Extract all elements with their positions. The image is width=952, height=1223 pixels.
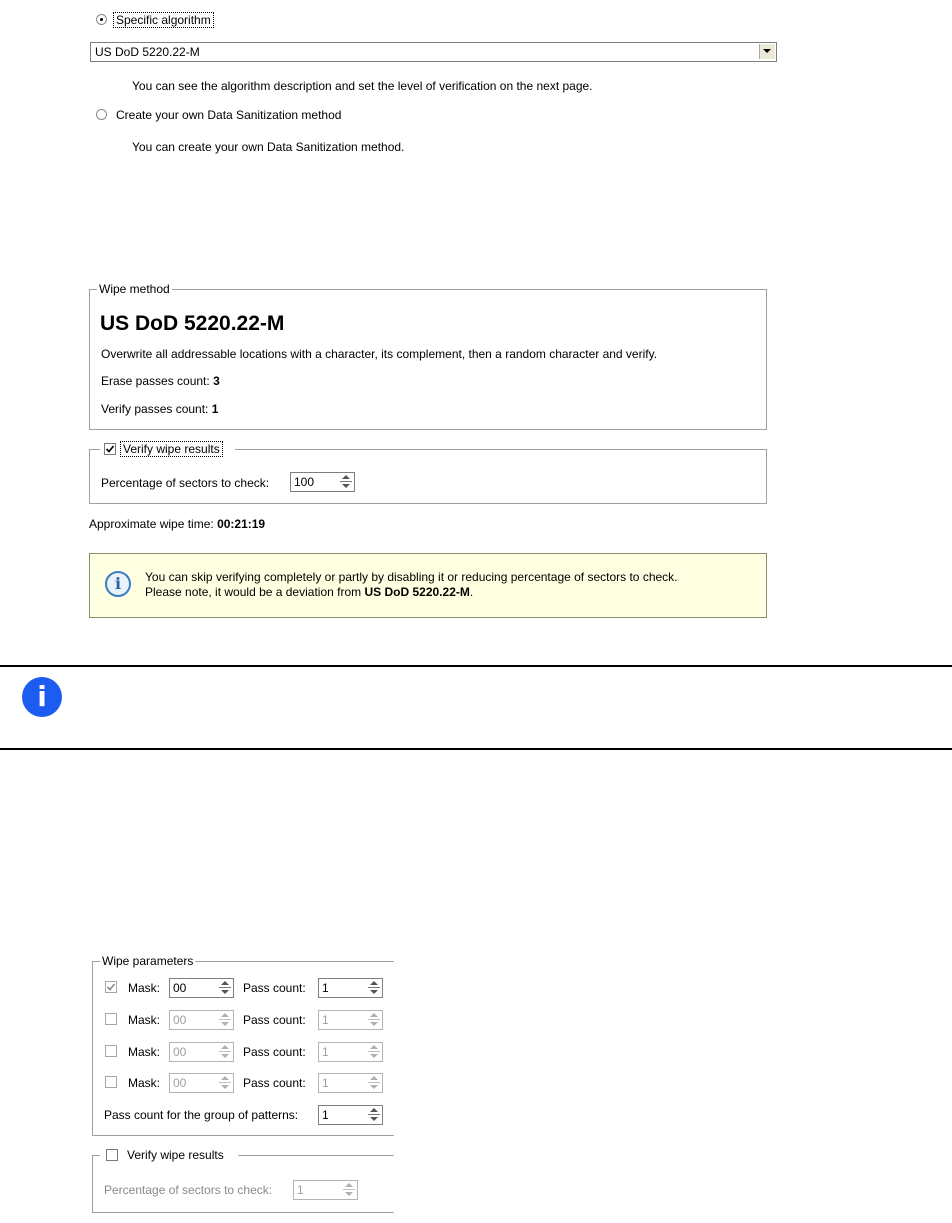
percentage-value: 100 bbox=[294, 475, 315, 489]
approx-time-value: 00:21:19 bbox=[217, 517, 266, 531]
mask-label-3: Mask: bbox=[128, 1045, 161, 1059]
wipe-method-legend: Wipe method bbox=[99, 282, 170, 296]
tip-line-1: You can skip verifying completely or partly by disabling it or reducing percentage of sectors to check. bbox=[145, 570, 678, 584]
info-icon: i bbox=[22, 677, 62, 717]
spinner-arrows-icon[interactable] bbox=[338, 473, 354, 491]
mask-spinner-4 bbox=[169, 1073, 234, 1093]
mask-value-2: 00 bbox=[173, 1013, 187, 1027]
spinner-arrows-icon bbox=[366, 1043, 382, 1061]
note-divider-bottom bbox=[0, 748, 952, 750]
percentage-label: Percentage of sectors to check: bbox=[101, 476, 270, 490]
check-icon bbox=[105, 444, 115, 454]
custom-method-radio[interactable] bbox=[96, 109, 107, 120]
spinner-arrows-icon bbox=[217, 1074, 233, 1092]
pass-count-spinner-3 bbox=[318, 1042, 383, 1062]
custom-method-hint: You can create your own Data Sanitization method. bbox=[132, 140, 405, 154]
mask-value-4: 00 bbox=[173, 1076, 187, 1090]
specific-algorithm-hint: You can see the algorithm description and set the level of verification on the next page. bbox=[132, 79, 593, 93]
mask-value-1: 00 bbox=[173, 981, 187, 995]
algorithm-dropdown[interactable] bbox=[90, 42, 777, 62]
mask-value-3: 00 bbox=[173, 1045, 187, 1059]
verify-passes-value: 1 bbox=[211, 402, 219, 416]
tip-box bbox=[89, 553, 767, 618]
pass-count-value-3: 1 bbox=[322, 1045, 329, 1059]
pass-count-spinner-2 bbox=[318, 1010, 383, 1030]
specific-algorithm-radio[interactable] bbox=[96, 14, 107, 25]
approx-time: Approximate wipe time: 00:21:19 bbox=[89, 517, 266, 531]
mask-spinner-2 bbox=[169, 1010, 234, 1030]
wipe-parameters-legend: Wipe parameters bbox=[102, 954, 194, 968]
verify-checkbox-2[interactable] bbox=[106, 1149, 118, 1161]
percentage-spinner-2 bbox=[293, 1180, 358, 1200]
info-icon: i bbox=[105, 571, 131, 597]
pass-count-label-2: Pass count: bbox=[243, 1013, 306, 1027]
algorithm-dropdown-value: US DoD 5220.22-M bbox=[95, 45, 200, 59]
group-pass-value: 1 bbox=[322, 1108, 329, 1122]
pass-count-label-1: Pass count: bbox=[243, 981, 306, 995]
group-pass-spinner[interactable] bbox=[318, 1105, 383, 1125]
pass-count-label-3: Pass count: bbox=[243, 1045, 306, 1059]
percentage-value-2: 1 bbox=[297, 1183, 304, 1197]
check-icon bbox=[106, 982, 116, 992]
mask-checkbox-4[interactable] bbox=[105, 1076, 117, 1088]
pass-count-value-2: 1 bbox=[322, 1013, 329, 1027]
verify-checkbox-2-label[interactable]: Verify wipe results bbox=[127, 1148, 224, 1162]
verify-checkbox-label[interactable]: Verify wipe results bbox=[123, 442, 220, 456]
mask-spinner-1[interactable] bbox=[169, 978, 234, 998]
mask-checkbox-3[interactable] bbox=[105, 1045, 117, 1057]
wipe-method-description: Overwrite all addressable locations with a character, its complement, then a random character and verify. bbox=[101, 347, 658, 361]
spinner-arrows-icon[interactable] bbox=[366, 979, 382, 997]
spinner-arrows-icon bbox=[341, 1181, 357, 1199]
mask-spinner-3 bbox=[169, 1042, 234, 1062]
tip-line-2: Please note, it would be a deviation from US DoD 5220.22-M. bbox=[145, 585, 474, 599]
wipe-method-title: US DoD 5220.22-M bbox=[100, 312, 285, 335]
mask-checkbox-2[interactable] bbox=[105, 1013, 117, 1025]
group-pass-label: Pass count for the group of patterns: bbox=[104, 1108, 299, 1122]
percentage-spinner[interactable] bbox=[290, 472, 355, 492]
erase-passes-value: 3 bbox=[213, 374, 220, 388]
chevron-down-icon[interactable] bbox=[759, 44, 775, 59]
custom-method-label[interactable]: Create your own Data Sanitization method bbox=[116, 108, 342, 122]
spinner-arrows-icon[interactable] bbox=[217, 979, 233, 997]
pass-count-spinner-4 bbox=[318, 1073, 383, 1093]
erase-passes-label: Erase passes count: 3 bbox=[101, 374, 220, 388]
pass-count-label-4: Pass count: bbox=[243, 1076, 306, 1090]
percentage-label-2: Percentage of sectors to check: bbox=[104, 1183, 273, 1197]
mask-label-1: Mask: bbox=[128, 981, 161, 995]
spinner-arrows-icon bbox=[366, 1011, 382, 1029]
spinner-arrows-icon bbox=[217, 1011, 233, 1029]
pass-count-value-1: 1 bbox=[322, 981, 329, 995]
verify-passes-label: Verify passes count: 1 bbox=[101, 402, 219, 416]
spinner-arrows-icon bbox=[217, 1043, 233, 1061]
pass-count-spinner-1[interactable] bbox=[318, 978, 383, 998]
spinner-arrows-icon[interactable] bbox=[366, 1106, 382, 1124]
mask-label-2: Mask: bbox=[128, 1013, 161, 1027]
specific-algorithm-label[interactable]: Specific algorithm bbox=[116, 13, 211, 27]
mask-label-4: Mask: bbox=[128, 1076, 161, 1090]
mask-checkbox-1[interactable] bbox=[105, 981, 117, 993]
pass-count-value-4: 1 bbox=[322, 1076, 329, 1090]
verify-checkbox[interactable] bbox=[104, 443, 116, 455]
note-divider-top bbox=[0, 665, 952, 667]
spinner-arrows-icon bbox=[366, 1074, 382, 1092]
